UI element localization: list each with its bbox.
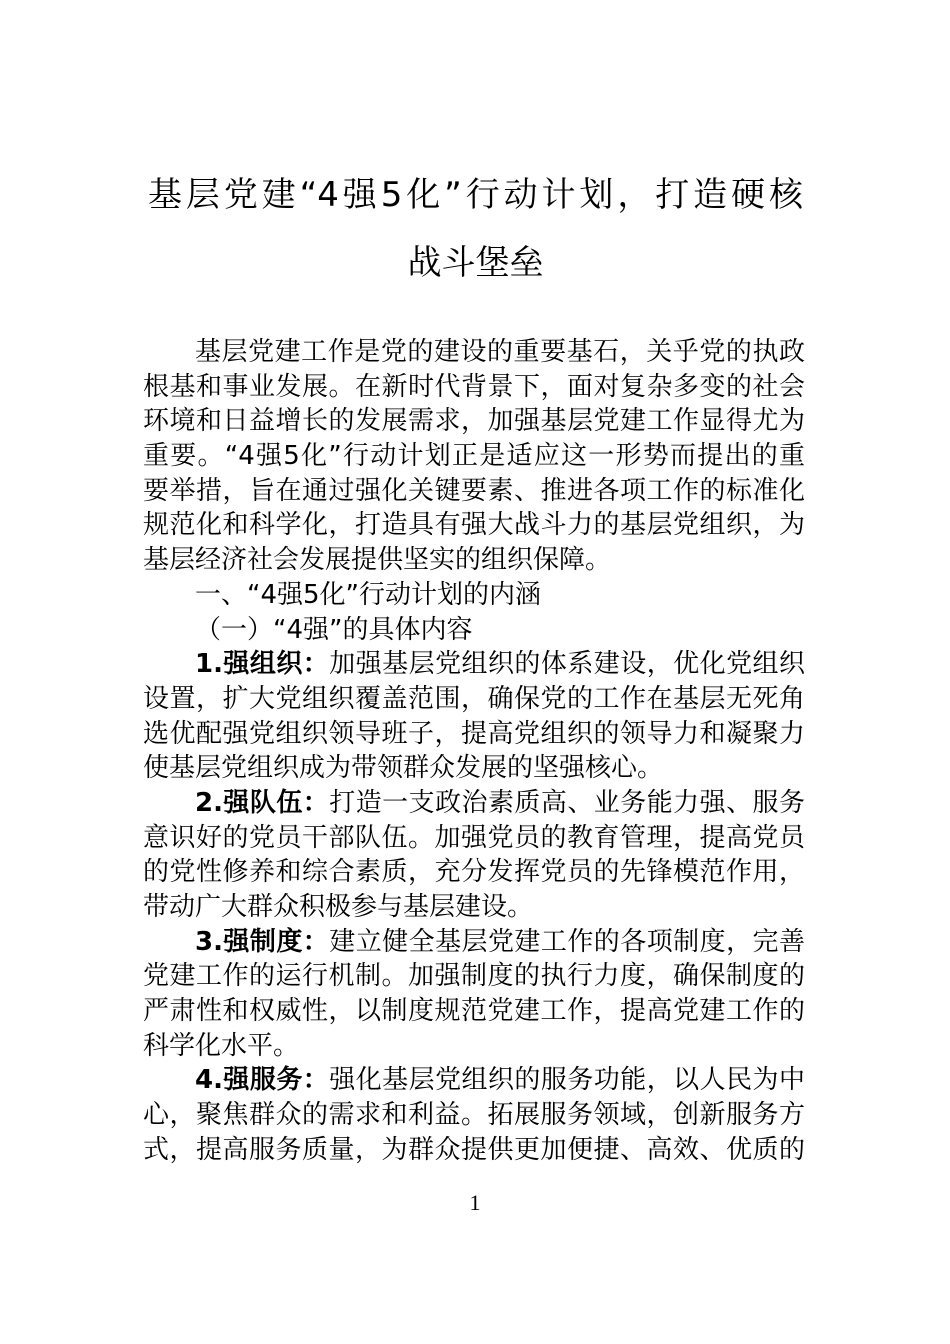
item-text: 强化基层党组织的服务功能，以人民为中 (329, 1065, 805, 1096)
title-line-1: 基层党建“4强5化”行动计划，打造硬核 (148, 175, 803, 215)
paragraph-line: 设置，扩大党组织覆盖范围，确保党的工作在基层无死角 (143, 683, 805, 714)
subsection-heading: （一）“4强”的具体内容 (195, 614, 473, 645)
item-label: 4.强服务： (195, 1065, 330, 1096)
paragraph-line: 意识好的党员干部队伍。加强党员的教育管理，提高党员 (143, 822, 805, 853)
item-label: 2.强队伍： (195, 787, 330, 818)
paragraph-line: 心，聚焦群众的需求和利益。拓展服务领域，创新服务方 (143, 1100, 805, 1131)
item-strong-service (143, 1063, 805, 1167)
paragraph-line: 带动广大群众积极参与基层建设。 (143, 892, 534, 922)
item-text: 加强基层党组织的体系建设，优化党组织 (329, 649, 805, 680)
page-number: 1 (469, 1190, 481, 1215)
paragraph-line (143, 647, 805, 682)
paragraph-line: 环境和日益增长的发展需求，加强基层党建工作显得尤为 (143, 406, 805, 437)
paragraph-line: 科学化水平。 (143, 1030, 300, 1061)
paragraph-line: 的党性修养和综合素质，充分发挥党员的先锋模范作用， (143, 857, 805, 888)
paragraph-line: 选优配强党组织领导班子，提高党组织的领导力和凝聚力 (143, 718, 805, 749)
section-heading: 一、“4强5化”行动计划的内涵 (195, 579, 542, 610)
item-strong-system (143, 925, 805, 1064)
paragraph-line: 基层经济社会发展提供坚实的组织保障。 (143, 545, 612, 576)
paragraph-line: 规范化和科学化，打造具有强大战斗力的基层党组织，为 (143, 510, 805, 541)
paragraph-line (143, 925, 805, 960)
paragraph-line (143, 1063, 805, 1098)
item-text: 建立健全基层党建工作的各项制度，完善 (329, 926, 805, 957)
item-strong-team (143, 786, 805, 925)
title-line-2: 战斗堡垒 (407, 243, 544, 283)
paragraph-line: 使基层党组织成为带领群众发展的坚强核心。 (143, 753, 664, 784)
paragraph-line: 重要。“4强5化”行动计划正是适应这一形势而提出的重 (143, 441, 805, 472)
item-label: 3.强制度： (195, 926, 330, 957)
intro-paragraph (143, 335, 805, 578)
item-label: 1.强组织： (195, 649, 330, 680)
paragraph-line: 严肃性和权威性，以制度规范党建工作，提高党建工作的 (143, 996, 805, 1027)
paragraph-line: 根基和事业发展。在新时代背景下，面对复杂多变的社会 (143, 371, 805, 402)
paragraph-line (143, 786, 805, 821)
paragraph-line: 党建工作的运行机制。加强制度的执行力度，确保制度的 (143, 961, 805, 992)
document-body (143, 335, 805, 1168)
paragraph-line: 要举措，旨在通过强化关键要素、推进各项工作的标准化 (143, 475, 805, 506)
paragraph-line: 基层党建工作是党的建设的重要基石，关乎党的执政 (195, 337, 805, 367)
paragraph-line: 式，提高服务质量，为群众提供更加便捷、高效、优质的 (143, 1134, 805, 1165)
item-text: 打造一支政治素质高、业务能力强、服务 (329, 787, 805, 818)
document-title (148, 161, 803, 297)
item-strong-organization (143, 647, 805, 786)
